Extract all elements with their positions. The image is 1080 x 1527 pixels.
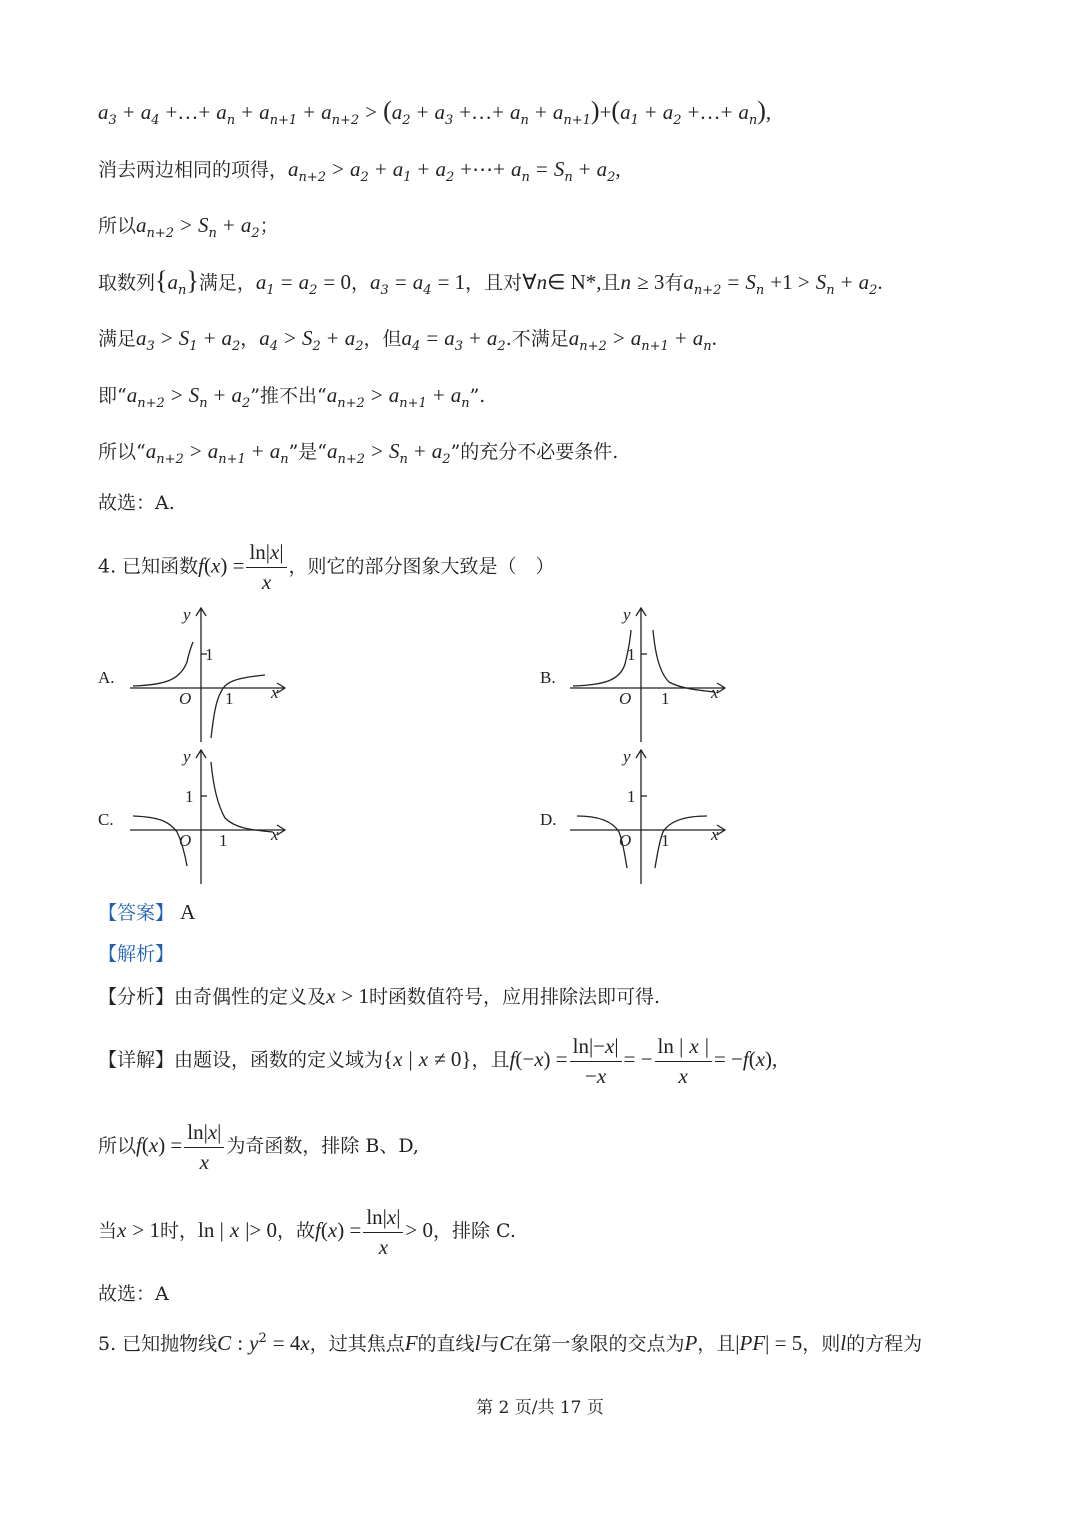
x-gt-1-line: 当x > 1时，ln | x |> 0，故f(x) = $\frac{\ln|x|}{x}$ > 0，排除 C. bbox=[98, 1204, 516, 1259]
y-axis-label: y bbox=[183, 747, 191, 766]
answer-value: A bbox=[180, 900, 196, 924]
x-tick-1: 1 bbox=[661, 689, 670, 708]
satisfy-line: 满足$a_3 > S_1 + a_2$，$a_4 > S_2 + a_2$，但$a_4 = a_3 + a_2$.不满足$a_{n+2} > a_{n+1} + a_n$. bbox=[98, 326, 717, 354]
y-axis-label: y bbox=[183, 605, 191, 624]
graph-option-b[interactable] bbox=[565, 602, 735, 744]
derivation-line-1: $a_3 + a_4$ +…+ $a_n + a_{n+1} + a_{n+2} > (a_2 + a_3$ +…+ $a_n + a_{n+1})+(a_1 + a_2$ +…+ $a_n$), bbox=[98, 96, 772, 128]
y-tick-1: 1 bbox=[627, 645, 636, 664]
y-axis-label: y bbox=[623, 747, 631, 766]
origin-label: O bbox=[179, 831, 192, 850]
origin-label: O bbox=[619, 689, 632, 708]
xiangjie-line: 【详解】由题设，函数的定义域为{x | x ≠ 0}，且f(−x) = $\frac{\ln|-x|}{-x}$ = − $\frac{\ln | x |}{x}$ = −f(x), bbox=[98, 1033, 778, 1088]
counterexample-line: 取数列$\{a_n\}$满足，$a_1 = a_2 = 0$，$a_3 = a_4 = 1$，且对∀n∈ N*,且n ≥ 3有$a_{n+2} = S_n +1 > S_n + a_2$. bbox=[98, 266, 883, 298]
analysis-tag: 【解析】 bbox=[98, 943, 175, 965]
answer-tag: 【答案】 bbox=[98, 902, 175, 924]
odd-function-line: 所以f(x) = $\frac{\ln|x|}{x}$ 为奇函数，排除 B、D, bbox=[98, 1119, 419, 1174]
fenxi-line: 【分析】由奇偶性的定义及x > 1时函数值符号，应用排除法即可得. bbox=[98, 984, 661, 1008]
question-5: 5. 已知抛物线C : $y^2 = 4x$，过其焦点F的直线l与C在第一象限的交点为P，且|PF| = 5，则l的方程为 bbox=[98, 1331, 923, 1355]
conclusion-line: 所以“$a_{n+2} > a_{n+1} + a_n$”是“$a_{n+2} > S_n + a_2$”的充分不必要条件. bbox=[98, 439, 619, 467]
x-axis-label: x bbox=[711, 825, 719, 844]
choice-line-1: 故选：A. bbox=[98, 492, 175, 514]
x-axis-label: x bbox=[711, 683, 719, 702]
graph-option-c[interactable] bbox=[125, 744, 295, 886]
option-b-label[interactable]: B. bbox=[540, 668, 556, 687]
derivation-line-3: 所以$a_{n+2} > S_n + a_2$； bbox=[98, 213, 279, 241]
graph-option-d[interactable] bbox=[565, 744, 735, 886]
origin-label: O bbox=[179, 689, 192, 708]
x-axis-label: x bbox=[271, 683, 279, 702]
option-a-label[interactable]: A. bbox=[98, 668, 115, 687]
option-c-label[interactable]: C. bbox=[98, 810, 114, 829]
x-tick-1: 1 bbox=[219, 831, 228, 850]
x-tick-1: 1 bbox=[225, 689, 234, 708]
question-4: 4. 已知函数f(x) = $\frac{\ln|x|}{x}$ ，则它的部分图象大致是（ ） bbox=[98, 540, 555, 594]
y-tick-1: 1 bbox=[627, 787, 636, 806]
origin-label: O bbox=[619, 831, 632, 850]
x-tick-1: 1 bbox=[661, 831, 670, 850]
graph-option-a[interactable] bbox=[125, 602, 295, 744]
x-axis-label: x bbox=[271, 825, 279, 844]
option-d-label[interactable]: D. bbox=[540, 810, 557, 829]
page-footer: 第 2 页/共 17 页 bbox=[476, 1398, 604, 1418]
y-axis-label: y bbox=[623, 605, 631, 624]
derivation-line-2: 消去两边相同的项得，$a_{n+2} > a_2 + a_1 + a_2$ +⋯+ $a_n = S_n + a_2$, bbox=[98, 157, 621, 185]
y-tick-1: 1 bbox=[185, 787, 194, 806]
answer-line bbox=[98, 899, 195, 926]
y-tick-1: 1 bbox=[205, 645, 214, 664]
choice-line-2: 故选：A bbox=[98, 1283, 169, 1305]
implication-line: 即“$a_{n+2} > S_n + a_2$”推不出“$a_{n+2} > a_{n+1} + a_n$”. bbox=[98, 383, 486, 411]
